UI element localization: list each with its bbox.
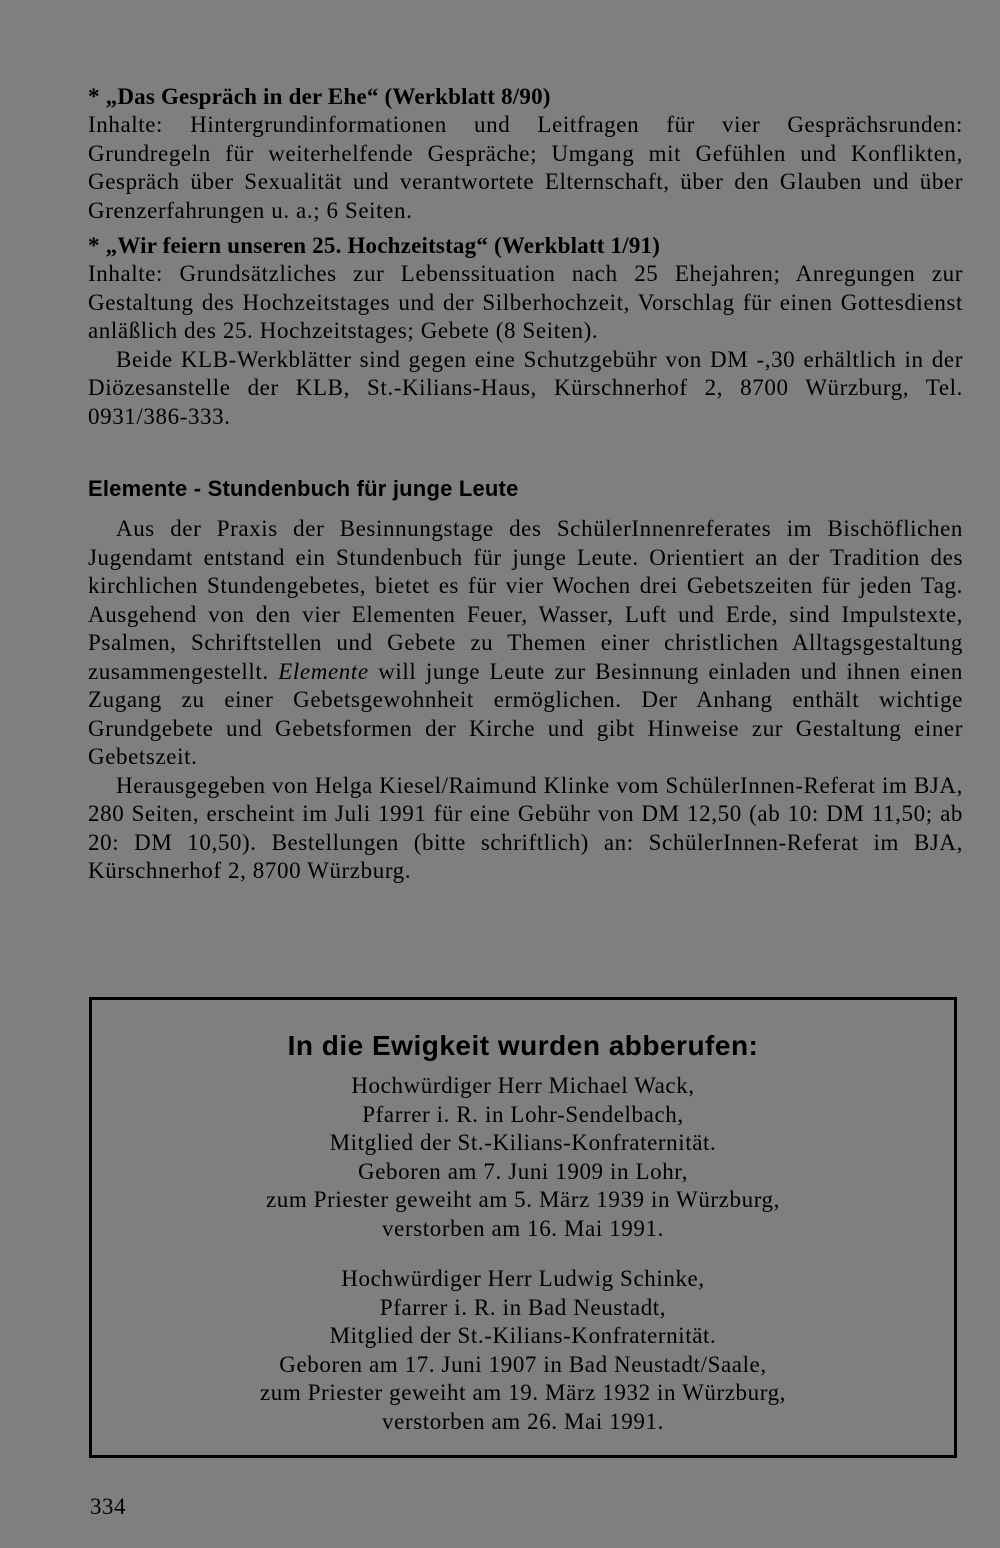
obituary-line: zum Priester geweiht am 5. März 1939 in Würzburg, (266, 1187, 780, 1212)
entry-description: Inhalte: Hintergrundinformationen und Leitfragen für vier Gesprächsrunden: Grundregeln für weiterhelfende Gespräche; Umgang mit Gefühlen und Konflikten, Gespräch über Sexualität und verantwortete Elternschaft, über den Glauben und über Grenzerfahrungen u. a.; 6 Seiten. (88, 112, 963, 223)
section-paragraph-2: Herausgegeben von Helga Kiesel/Raimund Klinke vom SchülerInnen-Referat im BJA, 280 Seiten, erscheint im Juli 1991 für eine Gebühr von DM 12,50 (ab 10: DM 11,50; ab 20: DM 10,50). Bestellungen (bitte schriftlich) an: SchülerInnen-Referat im BJA, Kürschnerhof 2, 8700 Würzburg. (88, 772, 963, 883)
paragraph-text: will junge Leute zur Besinnung einladen und ihnen einen Zugang zu einer Gebetsgewohnheit ermöglichen. Der Anhang enthält wichtige Grundgebete und Gebetsformen der Kirche und gibt Hinweise zur Gestaltung einer Gebetszeit. (88, 658, 963, 769)
obituary-line: Pfarrer i. R. in Lohr-Sendelbach, (362, 1101, 684, 1127)
page-content (88, 82, 963, 886)
obituary-entry (92, 1265, 954, 1436)
obituary-line: Mitglied der St.-Kilians-Konfraternität. (329, 1323, 717, 1348)
obituary-line: verstorben am 16. Mai 1991. (382, 1215, 664, 1241)
entry-title: * „Wir feiern unseren 25. Hochzeitstag“ (Werkblatt 1/91) (88, 233, 661, 258)
obituary-line: Hochwürdiger Herr Ludwig Schinke, (341, 1266, 705, 1291)
obituary-line: Mitglied der St.-Kilians-Konfraternität. (329, 1130, 717, 1155)
obituary-line: zum Priester geweiht am 19. März 1932 in Würzburg, (259, 1380, 787, 1405)
book-title-emphasis: Elemente (278, 658, 369, 684)
obituary-line: Hochwürdiger Herr Michael Wack, (351, 1073, 695, 1098)
obituary-entry (92, 1072, 954, 1243)
obituary-box (89, 997, 957, 1458)
obituary-title: In die Ewigkeit wurden abberufen: (287, 1030, 759, 1061)
paragraph-text: Aus der Praxis der Besinnungstage des SchülerInnenreferates im Bischöflichen Jugendamt entstand ein Stundenbuch für junge Leute. Orientiert an der Tradition des kirchlichen Stundengebetes, bietet es für vier Wochen drei Gebetszeiten für jeden Tag. Ausgehend von den vier Elementen Feuer, Wasser, Luft und Erde, sind Impulstexte, Psalmen, Schriftstellen und Gebete zu Themen einer christlichen Alltagsgestaltung zusammengestellt. (88, 516, 963, 684)
obituary-line: Pfarrer i. R. in Bad Neustadt, (379, 1294, 667, 1320)
section-paragraph-1 (88, 515, 963, 772)
entry-title: * „Das Gespräch in der Ehe“ (Werkblatt 8/90) (88, 84, 551, 109)
entry-description: Inhalte: Grundsätzliches zur Lebenssituation nach 25 Ehejahren; Anregungen zur Gestaltung des Hochzeitstages und der Silberhochzeit, Vorschlag für einen Gottesdienst anläßlich des 25. Hochzeitstages; Gebete (8 Seiten). (88, 261, 963, 343)
entry-order-note: Beide KLB-Werkblätter sind gegen eine Schutzgebühr von DM -,30 erhältlich in der Diözesanstelle der KLB, St.-Kilians-Haus, Kürschnerhof 2, 8700 Würzburg, Tel. 0931/386-333. (88, 346, 963, 429)
obituary-line: Geboren am 17. Juni 1907 in Bad Neustadt/Saale, (279, 1351, 767, 1377)
entry-werkblatt-1-91 (88, 231, 963, 431)
obituary-line: verstorben am 26. Mai 1991. (382, 1408, 664, 1434)
page-number: 334 (90, 1494, 126, 1519)
obituary-line: Geboren am 7. Juni 1909 in Lohr, (357, 1158, 688, 1184)
section-heading: Elemente - Stundenbuch für junge Leute (88, 476, 519, 501)
entry-werkblatt-8-90 (88, 82, 963, 225)
